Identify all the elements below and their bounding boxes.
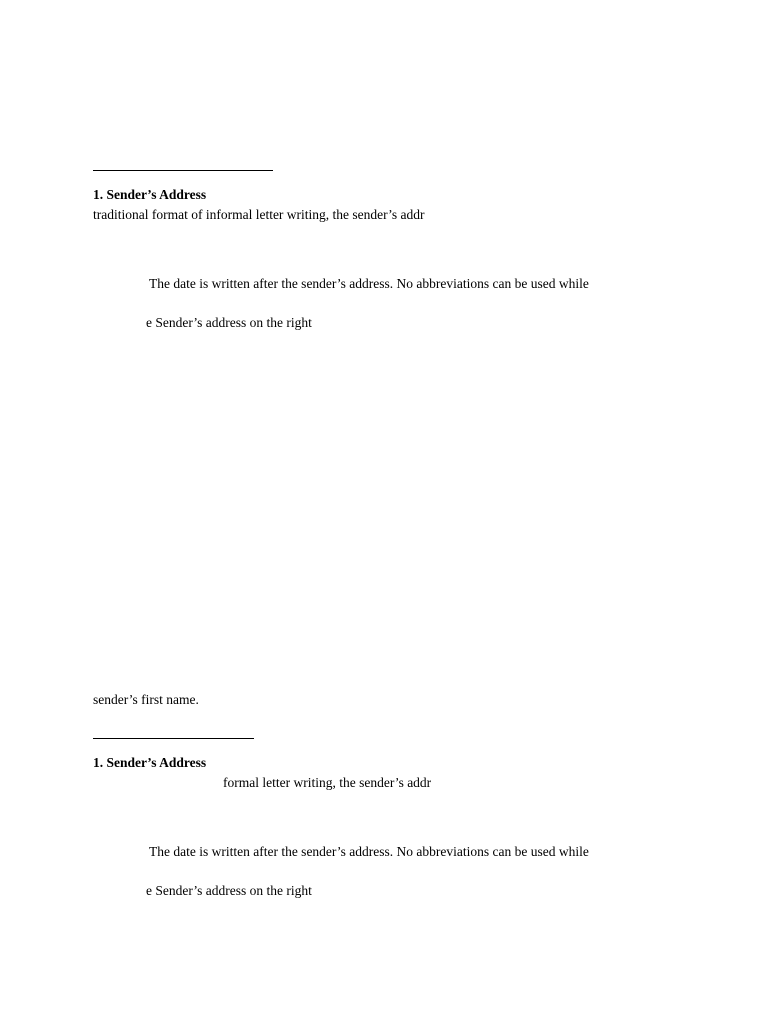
section-two-body: formal letter writing, the sender’s addr bbox=[223, 775, 432, 790]
section-one-divider bbox=[93, 170, 273, 171]
section-two-heading: 1. Sender’s Address bbox=[93, 755, 207, 770]
section-one-body: traditional format of informal letter writing, the sender’s addr bbox=[93, 207, 425, 222]
section-two-divider bbox=[93, 738, 254, 739]
section-one-address-note: e Sender’s address on the right bbox=[146, 315, 312, 330]
section-two-date-note: The date is written after the sender’s address. No abbreviations can be used while bbox=[149, 844, 589, 859]
section-one-heading: 1. Sender’s Address bbox=[93, 187, 207, 202]
closing-note: sender’s first name. bbox=[93, 692, 199, 707]
section-one-date-note: The date is written after the sender’s address. No abbreviations can be used while bbox=[149, 276, 589, 291]
section-two-address-note: e Sender’s address on the right bbox=[146, 883, 312, 898]
